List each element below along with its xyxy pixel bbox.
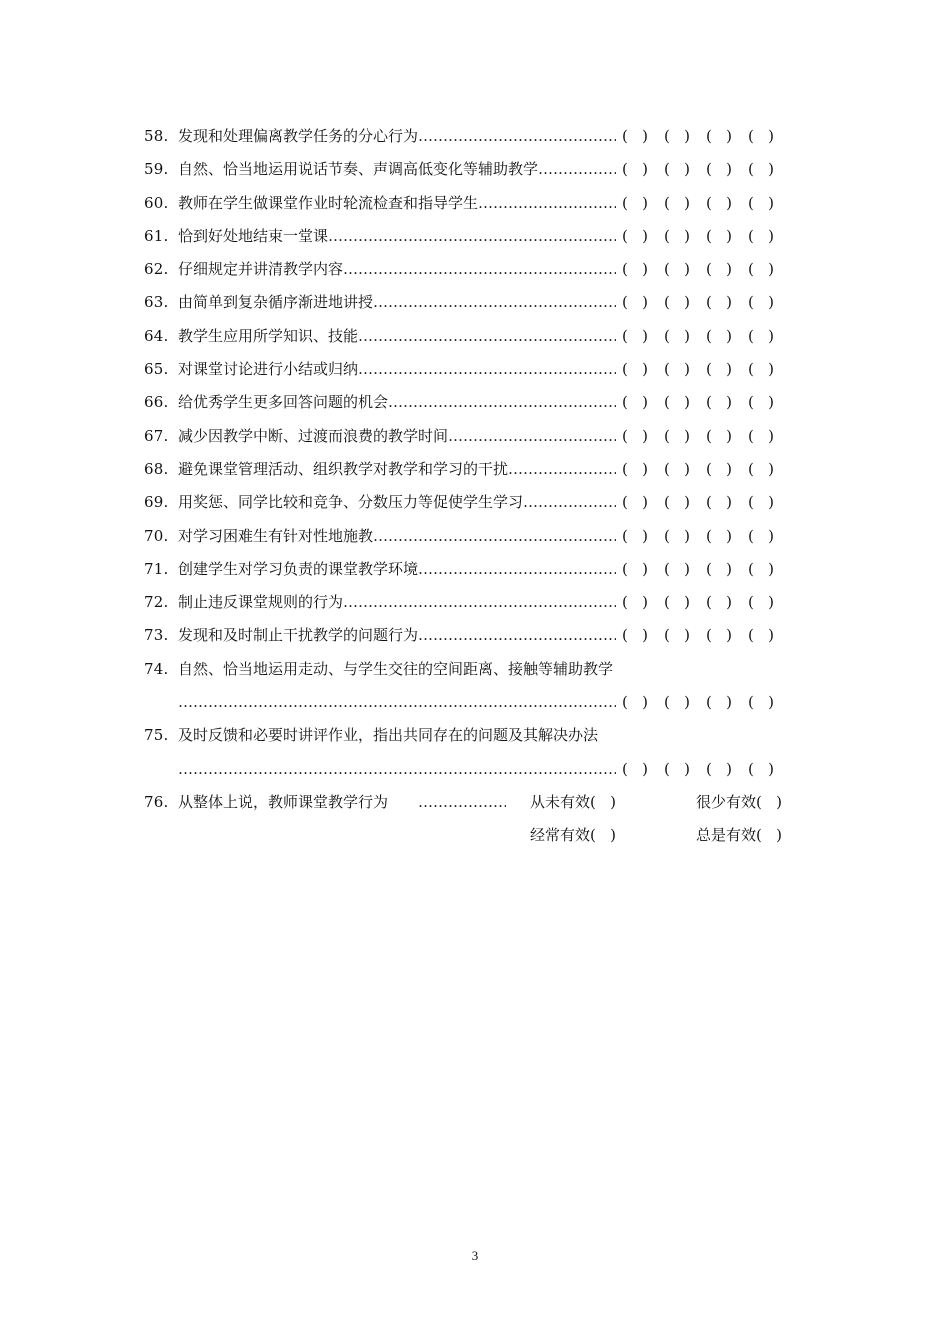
overall-rating-item (144, 786, 784, 819)
item-number: 68. (144, 459, 169, 478)
answer-boxes (622, 619, 790, 652)
leader-dots (373, 286, 616, 319)
answer-box[interactable]: ( ) (748, 360, 775, 379)
list-item (144, 719, 784, 752)
answer-box[interactable]: ( ) (706, 626, 733, 645)
answer-box[interactable]: ( ) (664, 693, 691, 712)
answer-box[interactable]: ( ) (664, 160, 691, 179)
item-text: 发现和处理偏离教学任务的分心行为 (178, 127, 419, 145)
answer-boxes (622, 453, 790, 486)
answer-box[interactable]: ( ) (748, 459, 775, 478)
list-item (144, 386, 784, 419)
leader-dots (358, 320, 616, 353)
answer-box[interactable]: ( ) (664, 493, 691, 512)
answer-box[interactable]: ( ) (706, 260, 733, 279)
list-item (144, 586, 784, 619)
answer-box[interactable]: ( ) (664, 193, 691, 212)
option-rarely-effective[interactable]: 很少有效( ) (695, 792, 782, 811)
list-item (144, 153, 784, 186)
answer-box[interactable]: ( ) (748, 193, 775, 212)
answer-box[interactable]: ( ) (622, 526, 649, 545)
answer-box[interactable]: ( ) (622, 127, 649, 145)
item-number: 67. (144, 426, 169, 445)
item-text: 发现和及时制止干扰教学的问题行为 (178, 626, 419, 645)
leader-dots (418, 786, 506, 819)
rating-options-row-2 (530, 819, 782, 852)
answer-box[interactable]: ( ) (748, 160, 775, 179)
item-text: 创建学生对学习负责的课堂教学环境 (178, 559, 419, 578)
item-number: 74. (144, 659, 169, 678)
answer-box[interactable]: ( ) (664, 293, 691, 312)
answer-box[interactable]: ( ) (622, 360, 649, 379)
answer-box[interactable]: ( ) (748, 759, 775, 778)
answer-boxes (622, 286, 790, 319)
answer-box[interactable]: ( ) (622, 693, 649, 712)
answer-box[interactable]: ( ) (622, 626, 649, 645)
answer-box[interactable]: ( ) (664, 526, 691, 545)
answer-box[interactable]: ( ) (706, 326, 733, 345)
item-text: 自然、恰当地运用走动、与学生交往的空间距离、接触等辅助教学 (178, 659, 614, 678)
list-item (144, 220, 784, 253)
item-number: 76. (144, 792, 169, 811)
answer-box[interactable]: ( ) (748, 393, 775, 412)
answer-box[interactable]: ( ) (622, 493, 649, 512)
answer-boxes (622, 553, 790, 586)
answer-box[interactable]: ( ) (706, 426, 733, 445)
answer-box[interactable]: ( ) (622, 293, 649, 312)
item-text: 从整体上说，教师课堂教学行为 (178, 792, 389, 811)
item-number: 65. (144, 360, 169, 379)
option-often-effective[interactable]: 经常有效( ) (530, 826, 617, 845)
list-item (144, 320, 784, 353)
answer-box[interactable]: ( ) (748, 693, 775, 712)
leader-dots (478, 187, 616, 220)
list-item (144, 253, 784, 286)
list-item (144, 553, 784, 586)
list-item (144, 420, 784, 453)
answer-box[interactable]: ( ) (748, 426, 775, 445)
leader-dots (418, 120, 616, 153)
answer-box[interactable]: ( ) (622, 559, 649, 578)
answer-box[interactable]: ( ) (622, 193, 649, 212)
list-item (144, 286, 784, 319)
item-text: 用奖惩、同学比较和竞争、分数压力等促使学生学习 (178, 493, 524, 512)
answer-box[interactable]: ( ) (664, 393, 691, 412)
list-item (144, 619, 784, 652)
leader-dots (343, 586, 616, 619)
item-number: 69. (144, 493, 169, 512)
answer-box[interactable]: ( ) (748, 493, 775, 512)
answer-box[interactable]: ( ) (748, 127, 775, 145)
answer-box[interactable]: ( ) (748, 326, 775, 345)
answer-box[interactable]: ( ) (748, 593, 775, 612)
answer-box[interactable]: ( ) (664, 127, 691, 145)
list-item-continuation (144, 686, 784, 719)
answer-boxes (622, 586, 790, 619)
item-number: 71. (144, 559, 169, 578)
answer-box[interactable]: ( ) (622, 426, 649, 445)
item-text: 教师在学生做课堂作业时轮流检查和指导学生 (178, 193, 479, 212)
leader-dots (373, 520, 616, 553)
answer-boxes (622, 386, 790, 419)
answer-box[interactable]: ( ) (664, 459, 691, 478)
answer-box[interactable]: ( ) (706, 559, 733, 578)
answer-boxes (622, 153, 790, 186)
answer-box[interactable]: ( ) (622, 759, 649, 778)
list-item (144, 187, 784, 220)
item-number: 75. (144, 726, 169, 745)
leader-dots (178, 753, 616, 786)
list-item (144, 120, 784, 153)
answer-box[interactable]: ( ) (706, 493, 733, 512)
item-number: 58. (144, 127, 169, 145)
item-text: 教学生应用所学知识、技能 (178, 326, 359, 345)
leader-dots (343, 253, 616, 286)
answer-box[interactable]: ( ) (706, 593, 733, 612)
item-text: 对课堂讨论进行小结或归纳 (178, 360, 359, 379)
item-text: 及时反馈和必要时讲评作业，指出共同存在的问题及其解决办法 (178, 726, 599, 745)
answer-box[interactable]: ( ) (664, 360, 691, 379)
answer-boxes (622, 220, 790, 253)
answer-boxes (622, 253, 790, 286)
leader-dots (448, 420, 616, 453)
answer-boxes (622, 120, 790, 153)
answer-box[interactable]: ( ) (706, 693, 733, 712)
answer-box[interactable]: ( ) (664, 626, 691, 645)
answer-box[interactable]: ( ) (706, 360, 733, 379)
answer-box[interactable]: ( ) (748, 626, 775, 645)
answer-box[interactable]: ( ) (622, 160, 649, 179)
leader-dots (178, 686, 616, 719)
leader-dots (388, 386, 616, 419)
item-number: 73. (144, 626, 169, 645)
leader-dots (418, 619, 616, 652)
leader-dots (508, 453, 616, 486)
leader-dots (523, 486, 616, 519)
answer-box[interactable]: ( ) (706, 459, 733, 478)
answer-box[interactable]: ( ) (622, 459, 649, 478)
item-number: 62. (144, 260, 169, 279)
item-text: 对学习困难生有针对性地施教 (178, 526, 374, 545)
item-number: 60. (144, 193, 169, 212)
list-item-continuation (144, 753, 784, 786)
answer-boxes (622, 686, 790, 719)
answer-box[interactable]: ( ) (748, 226, 775, 245)
list-item (144, 653, 784, 686)
answer-box[interactable]: ( ) (622, 393, 649, 412)
option-never-effective[interactable]: 从未有效( ) (530, 792, 617, 811)
overall-rating-item-continuation (144, 819, 784, 852)
item-text: 制止违反课堂规则的行为 (178, 593, 344, 612)
answer-box[interactable]: ( ) (706, 759, 733, 778)
leader-dots (328, 220, 616, 253)
item-number: 63. (144, 293, 169, 312)
item-number: 70. (144, 526, 169, 545)
answer-boxes (622, 320, 790, 353)
item-text: 给优秀学生更多回答问题的机会 (178, 393, 389, 412)
leader-dots (418, 553, 616, 586)
answer-boxes (622, 187, 790, 220)
answer-box[interactable]: ( ) (622, 593, 649, 612)
answer-box[interactable]: ( ) (706, 193, 733, 212)
answer-box[interactable]: ( ) (748, 293, 775, 312)
answer-boxes (622, 353, 790, 386)
leader-dots (538, 153, 616, 186)
item-text: 恰到好处地结束一堂课 (178, 226, 329, 245)
answer-box[interactable]: ( ) (664, 593, 691, 612)
page-number: 3 (471, 1248, 479, 1263)
answer-box[interactable]: ( ) (664, 559, 691, 578)
list-item (144, 520, 784, 553)
item-text: 仔细规定并讲清教学内容 (178, 260, 344, 279)
answer-box[interactable]: ( ) (748, 526, 775, 545)
option-always-effective[interactable]: 总是有效( ) (695, 826, 782, 845)
answer-box[interactable]: ( ) (748, 559, 775, 578)
item-text: 由简单到复杂循序渐进地讲授 (178, 293, 374, 312)
item-number: 66. (144, 393, 169, 412)
answer-box[interactable]: ( ) (622, 326, 649, 345)
answer-box[interactable]: ( ) (706, 293, 733, 312)
answer-box[interactable]: ( ) (664, 226, 691, 245)
item-number: 64. (144, 326, 169, 345)
item-number: 72. (144, 593, 169, 612)
answer-boxes (622, 753, 790, 786)
answer-box[interactable]: ( ) (622, 226, 649, 245)
list-item (144, 453, 784, 486)
answer-box[interactable]: ( ) (664, 426, 691, 445)
item-text: 减少因教学中断、过渡而浪费的教学时间 (178, 426, 449, 445)
answer-boxes (622, 520, 790, 553)
answer-boxes (622, 486, 790, 519)
answer-box[interactable]: ( ) (748, 260, 775, 279)
item-number: 59. (144, 160, 169, 179)
rating-options-row-1 (530, 786, 782, 819)
answer-boxes (622, 420, 790, 453)
answer-box[interactable]: ( ) (706, 393, 733, 412)
answer-box[interactable]: ( ) (664, 759, 691, 778)
item-number: 61. (144, 226, 169, 245)
answer-box[interactable]: ( ) (664, 260, 691, 279)
list-item (144, 486, 784, 519)
answer-box[interactable]: ( ) (706, 526, 733, 545)
leader-dots (358, 353, 616, 386)
item-text: 避免课堂管理活动、组织教学对教学和学习的干扰 (178, 459, 509, 478)
answer-box[interactable]: ( ) (664, 326, 691, 345)
item-text: 自然、恰当地运用说话节奏、声调高低变化等辅助教学 (178, 160, 539, 179)
questionnaire-list (144, 120, 784, 853)
answer-box[interactable]: ( ) (706, 127, 733, 145)
answer-box[interactable]: ( ) (706, 226, 733, 245)
answer-box[interactable]: ( ) (706, 160, 733, 179)
list-item (144, 353, 784, 386)
answer-box[interactable]: ( ) (622, 260, 649, 279)
